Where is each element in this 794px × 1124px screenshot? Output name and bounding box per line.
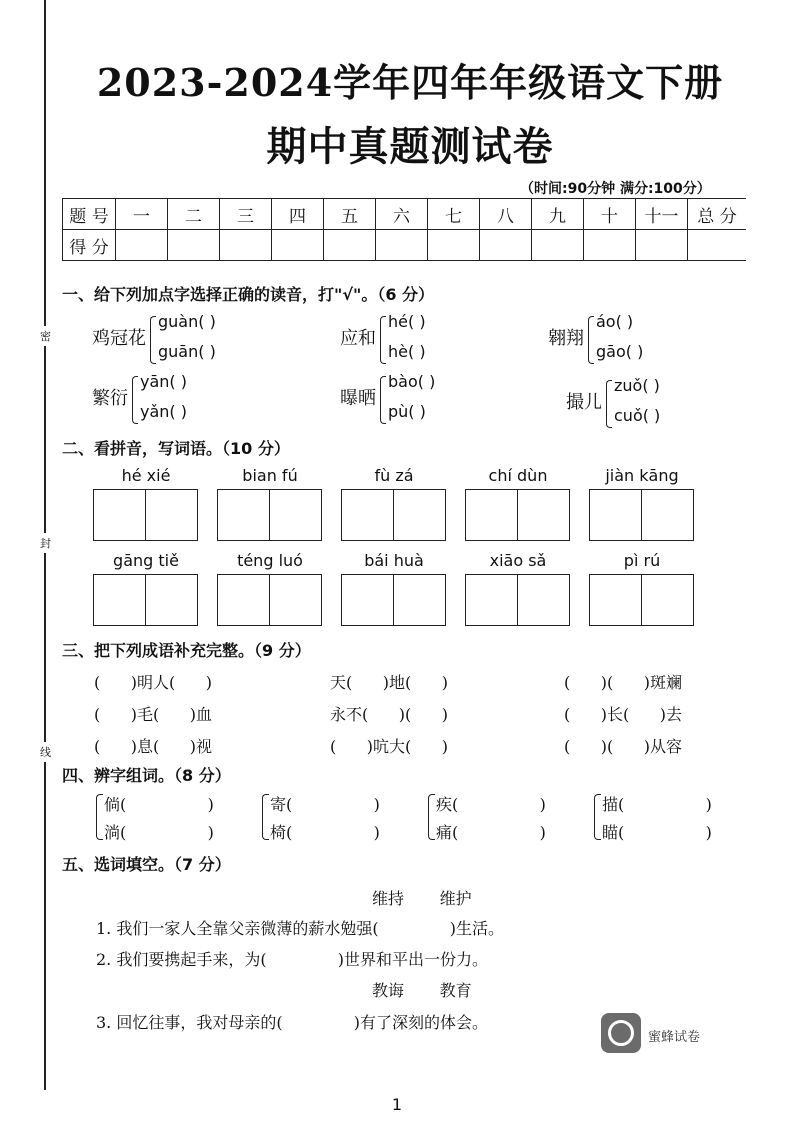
score-cell[interactable] — [272, 230, 324, 261]
pron-option[interactable]: áo( ) — [596, 312, 634, 331]
score-row-head: 题 号 — [63, 199, 116, 230]
write-box-pair[interactable] — [217, 574, 322, 626]
idiom-blank[interactable]: ( )息( )视 — [94, 737, 213, 756]
score-cell-total[interactable] — [688, 230, 747, 261]
write-box-pair[interactable] — [341, 574, 446, 626]
margin-mark-mi: 密 — [40, 326, 51, 346]
idiom-blank[interactable]: ( )( )从容 — [564, 737, 683, 756]
score-col-10: 十 — [584, 199, 636, 230]
idiom-blank[interactable]: ( )明人( ) — [94, 673, 213, 692]
brace — [428, 794, 435, 840]
pron-option[interactable]: bào( ) — [388, 372, 436, 391]
pron-option[interactable]: guān( ) — [158, 342, 216, 361]
watermark-logo-icon — [601, 1013, 641, 1053]
score-table-header-row — [63, 199, 747, 230]
score-col-4: 四 — [272, 199, 324, 230]
section-4-heading: 四、辨字组词。（8 分） — [62, 766, 231, 785]
pron-item-2 — [340, 310, 540, 370]
brace — [262, 794, 269, 840]
pron-option[interactable]: pù( ) — [388, 402, 426, 421]
char-blank[interactable]: 寄( ) — [270, 795, 380, 814]
write-box-pair[interactable] — [465, 489, 570, 541]
idiom-blank[interactable]: ( )长( )去 — [564, 705, 683, 724]
write-box-pair[interactable] — [217, 489, 322, 541]
pron-item-1 — [92, 310, 292, 370]
score-cell[interactable] — [428, 230, 480, 261]
section-3-heading: 三、把下列成语补充完整。（9 分） — [62, 641, 311, 660]
margin-mark-xian: 线 — [40, 742, 51, 762]
score-cell[interactable] — [376, 230, 428, 261]
pron-item-4 — [92, 370, 292, 430]
brace — [588, 316, 594, 364]
pron-option[interactable]: hè( ) — [388, 342, 426, 361]
score-col-3: 三 — [220, 199, 272, 230]
score-table — [62, 198, 746, 261]
char-blank[interactable]: 倘( ) — [104, 795, 214, 814]
fill-sentence-2[interactable]: 2. 我们要携起手来，为( )世界和平出一份力。 — [96, 950, 489, 969]
pron-option[interactable]: zuǒ( ) — [614, 376, 660, 395]
pron-item-6 — [566, 374, 746, 434]
score-cell[interactable] — [220, 230, 272, 261]
score-col-7: 七 — [428, 199, 480, 230]
pinyin-label: fù zá — [374, 466, 414, 485]
pron-option[interactable]: cuǒ( ) — [614, 406, 661, 425]
char-blank[interactable]: 描( ) — [602, 795, 712, 814]
idiom-blank[interactable]: 永不( )( ) — [330, 705, 449, 724]
write-box-pair[interactable] — [589, 574, 694, 626]
word-choices-1: 维持 维护 — [372, 889, 472, 908]
char-blank[interactable]: 淌( ) — [104, 823, 214, 842]
pinyin-label: jiàn kāng — [605, 466, 679, 485]
pinyin-label: hé xié — [121, 466, 171, 485]
brace — [380, 316, 386, 364]
score-col-2: 二 — [168, 199, 220, 230]
score-cell[interactable] — [116, 230, 168, 261]
exam-meta: （时间:90分钟 满分:100分） — [520, 181, 711, 197]
pron-option[interactable]: hé( ) — [388, 312, 426, 331]
pron-word: 繁衍 — [92, 388, 128, 409]
char-pair-3 — [428, 790, 578, 846]
pinyin-label: gāng tiě — [113, 551, 179, 570]
char-pair-4 — [594, 790, 744, 846]
score-row-head-2: 得 分 — [63, 230, 116, 261]
score-col-5: 五 — [324, 199, 376, 230]
write-box-pair[interactable] — [341, 489, 446, 541]
watermark-text: 蜜蜂试卷 — [648, 1030, 701, 1045]
pron-option[interactable]: yān( ) — [140, 372, 187, 391]
brace — [132, 376, 138, 424]
idiom-blank[interactable]: ( )毛( )血 — [94, 705, 213, 724]
pinyin-label: bian fú — [242, 466, 298, 485]
brace — [150, 316, 156, 364]
idiom-blank[interactable]: ( )( )斑斓 — [564, 673, 683, 692]
char-pair-1 — [96, 790, 246, 846]
score-col-1: 一 — [116, 199, 168, 230]
score-col-11: 十一 — [636, 199, 688, 230]
score-cell[interactable] — [168, 230, 220, 261]
page-number: 1 — [391, 1095, 403, 1114]
pron-word: 翱翔 — [548, 328, 584, 349]
char-pair-2 — [262, 790, 412, 846]
pinyin-label: chí dùn — [488, 466, 548, 485]
write-box-pair[interactable] — [93, 574, 198, 626]
pron-option[interactable]: guàn( ) — [158, 312, 216, 331]
idiom-blank[interactable]: 天( )地( ) — [330, 673, 449, 692]
score-cell[interactable] — [480, 230, 532, 261]
page-title: 2023-2024学年四年年级语文下册 — [96, 60, 724, 105]
score-table-score-row — [63, 230, 747, 261]
margin-mark-feng: 封 — [40, 533, 51, 553]
score-col-8: 八 — [480, 199, 532, 230]
page-subtitle: 期中真题测试卷 — [266, 123, 554, 170]
pron-word: 撮儿 — [566, 392, 602, 413]
score-col-9: 九 — [532, 199, 584, 230]
score-cell[interactable] — [324, 230, 376, 261]
pron-word: 鸡冠花 — [92, 328, 146, 349]
word-choices-2: 教诲 教育 — [372, 981, 472, 1000]
pron-item-5 — [340, 370, 540, 430]
brace — [594, 794, 601, 840]
score-cell[interactable] — [636, 230, 688, 261]
pron-item-3 — [548, 310, 748, 370]
pinyin-label: bái huà — [364, 551, 424, 570]
write-box-pair[interactable] — [465, 574, 570, 626]
idiom-blank[interactable]: ( )吭大( ) — [330, 737, 449, 756]
pinyin-label: téng luó — [237, 551, 303, 570]
section-1-heading: 一、给下列加点字选择正确的读音，打"√"。（6 分） — [62, 285, 435, 304]
brace — [606, 380, 612, 428]
fill-sentence-1[interactable]: 1. 我们一家人全靠父亲微薄的薪水勉强( )生活。 — [96, 919, 505, 938]
pron-word: 曝晒 — [340, 388, 376, 409]
brace — [380, 376, 386, 424]
char-blank[interactable]: 椅( ) — [270, 823, 380, 842]
section-5-heading: 五、选词填空。（7 分） — [62, 855, 231, 874]
score-cell[interactable] — [532, 230, 584, 261]
score-cell[interactable] — [584, 230, 636, 261]
pinyin-label: pì rú — [623, 551, 661, 570]
pron-word: 应和 — [340, 328, 376, 349]
pron-option[interactable]: gāo( ) — [596, 342, 644, 361]
pinyin-label: xiāo sǎ — [489, 551, 547, 570]
write-box-pair[interactable] — [589, 489, 694, 541]
char-blank[interactable]: 瞄( ) — [602, 823, 712, 842]
score-col-6: 六 — [376, 199, 428, 230]
char-blank[interactable]: 痛( ) — [436, 823, 546, 842]
write-box-pair[interactable] — [93, 489, 198, 541]
score-col-total: 总 分 — [688, 199, 747, 230]
brace — [96, 794, 103, 840]
pron-option[interactable]: yǎn( ) — [140, 402, 187, 421]
section-2-heading: 二、看拼音，写词语。（10 分） — [62, 439, 290, 458]
char-blank[interactable]: 疾( ) — [436, 795, 546, 814]
fill-sentence-3[interactable]: 3. 回忆往事，我对母亲的( )有了深刻的体会。 — [96, 1013, 489, 1032]
